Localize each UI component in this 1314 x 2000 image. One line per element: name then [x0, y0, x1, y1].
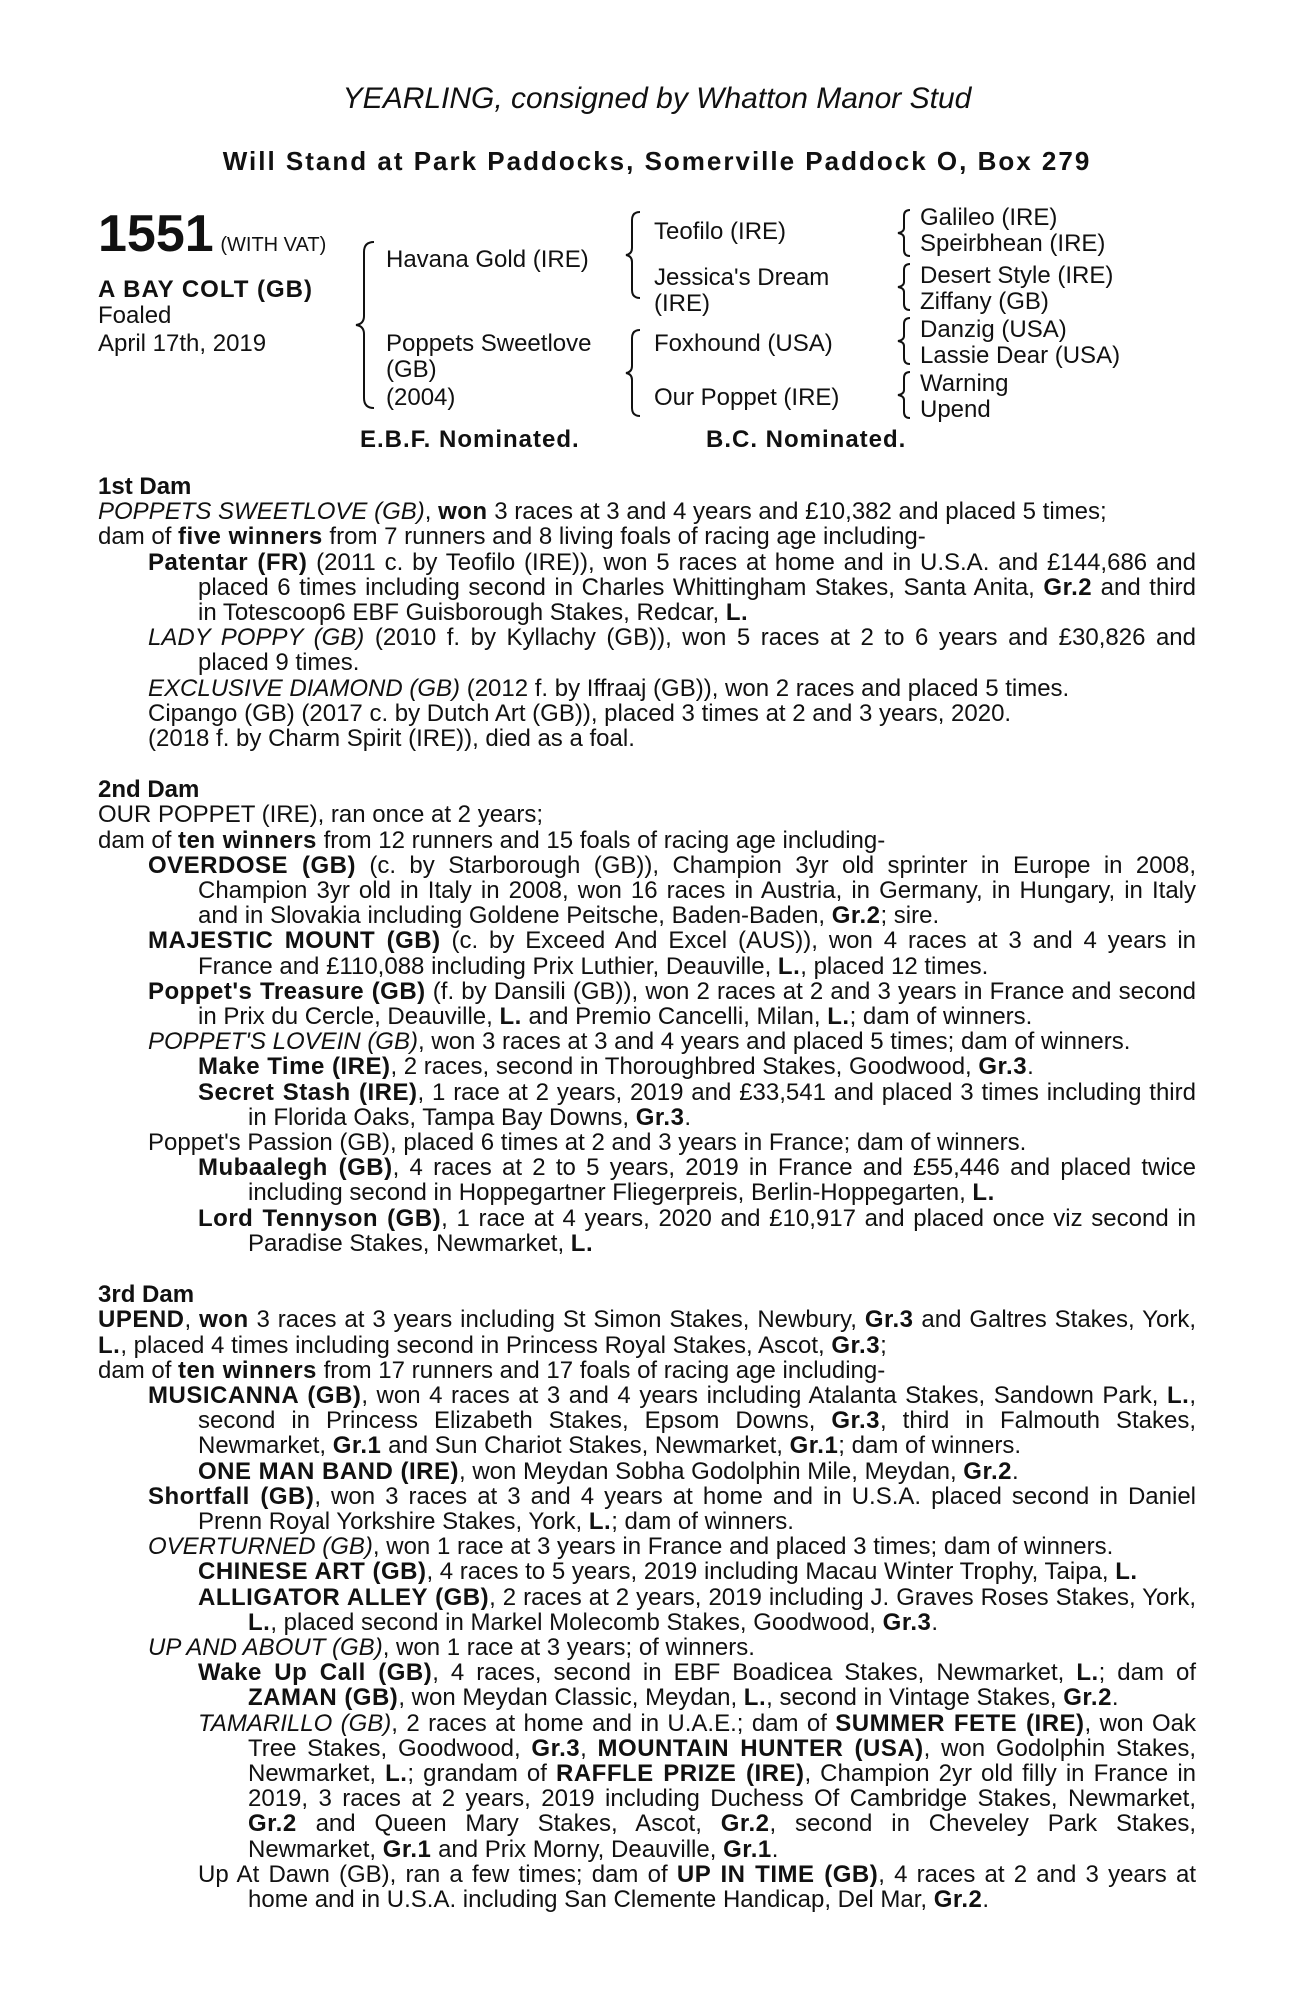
- grandproduce-entry: CHINESE ART (GB), 4 races to 5 years, 2019 including Macau Winter Trophy, Taipa, L.: [198, 1558, 1138, 1586]
- grandproduce-entry: ONE MAN BAND (IRE), won Meydan Sobha Godolphin Mile, Meydan, Gr.2.: [198, 1457, 1019, 1485]
- pedigree-dam-line1: Poppets Sweetlove: [386, 330, 592, 357]
- produce-entry: Poppet's Treasure (GB) (f. by Dansili (GB)), won 2 races at 2 and 3 years in France and second in Prix du Cercle, Deauville, L. and Premio Cancelli, Milan, L.; dam of winners.: [148, 977, 1196, 1031]
- vat-note: (WITH VAT): [220, 234, 327, 256]
- pedigree-sss: Galileo (IRE): [920, 204, 1058, 231]
- stand-location: Will Stand at Park Paddocks, Somerville Paddock O, Box 279: [222, 146, 1092, 176]
- lot-heading: [98, 206, 326, 262]
- grandproduce-entry: Secret Stash (IRE), 1 race at 2 years, 2019 and £33,541 and placed 3 times including third in Florida Oaks, Tampa Bay Downs, Gr.3.: [198, 1078, 1196, 1131]
- produce-entry: OVERTURNED (GB), won 1 race at 3 years in France and placed 3 times; dam of winners.: [148, 1533, 1114, 1561]
- pedigree-sdd: Ziffany (GB): [920, 288, 1049, 315]
- grandproduce-entry: ALLIGATOR ALLEY (GB), 2 races at 2 years, 2019 including J. Graves Roses Stakes, York, L., placed second in Markel Molecomb Stakes, Goodwood, Gr.3.: [198, 1583, 1196, 1636]
- produce-entry: UP AND ABOUT (GB), won 1 race at 3 years; of winners.: [148, 1633, 755, 1661]
- pedigree-details: [98, 474, 1196, 1912]
- produce-entry: EXCLUSIVE DIAMOND (GB) (2012 f. by Iffraaj (GB)), won 2 races and placed 5 times.: [148, 674, 1070, 702]
- grandproduce-entry: Wake Up Call (GB), 4 races, second in EBF Boadicea Stakes, Newmarket, L.; dam of ZAMAN (GB), won Meydan Classic, Meydan, L., second in Vintage Stakes, Gr.2.: [198, 1659, 1196, 1712]
- produce-entry: POPPET'S LOVEIN (GB), won 3 races at 3 and 4 years and placed 5 times; dam of winners.: [148, 1028, 1131, 1056]
- grandproduce-entry: Make Time (IRE), 2 races, second in Thoroughbred Stakes, Goodwood, Gr.3.: [198, 1053, 1034, 1081]
- first-dam-produce-summary: dam of five winners from 7 runners and 8 living foals of racing age including-: [98, 523, 926, 551]
- produce-entry: Poppet's Passion (GB), placed 6 times at 2 and 3 years in France; dam of winners.: [148, 1129, 1027, 1157]
- lot-number: 1551: [98, 205, 214, 263]
- pedigree-dss: Danzig (USA): [920, 316, 1067, 343]
- first-dam-title: 1st Dam: [98, 473, 192, 500]
- produce-entry: (2018 f. by Charm Spirit (IRE)), died as a foal.: [148, 725, 635, 753]
- second-dam-title: 2nd Dam: [98, 776, 200, 804]
- ebf-nominated: E.B.F. Nominated.: [360, 426, 580, 453]
- pedigree-dam-dam: Our Poppet (IRE): [654, 384, 840, 411]
- third-dam-title: 3rd Dam: [98, 1281, 195, 1309]
- produce-entry: MUSICANNA (GB), won 4 races at 3 and 4 years including Atalanta Stakes, Sandown Park, L., second in Princess Elizabeth Stakes, Epsom Downs, Gr.3, third in Falmouth Stakes, Newmarket, Gr.1 and Sun Chariot Stakes, Newmarket, Gr.1; dam of winners.: [148, 1381, 1197, 1460]
- bc-nominated: B.C. Nominated.: [706, 426, 907, 453]
- pedigree-sire: Havana Gold (IRE): [386, 246, 589, 273]
- produce-entry: LADY POPPY (GB) (2010 f. by Kyllachy (GB)), won 5 races at 2 to 6 years and £30,826 and placed 9 times.: [148, 624, 1196, 677]
- second-dam-intro: OUR POPPET (IRE), ran once at 2 years;: [98, 801, 544, 829]
- pedigree-sire-sire: Teofilo (IRE): [654, 218, 787, 245]
- produce-entry: Patentar (FR) (2011 c. by Teofilo (IRE)), won 5 races at home and in U.S.A. and £144,686 and placed 6 times including second in Charles Whittingham Stakes, Santa Anita, Gr.2 and third in Totescoop6 EBF Guisborough Stakes, Redcar, L.: [148, 548, 1196, 627]
- pedigree-ddd: Upend: [920, 396, 991, 423]
- pedigree-brace-main: [354, 240, 378, 410]
- pedigree-ssd: Speirbhean (IRE): [920, 230, 1106, 257]
- foaled-date: April 17th, 2019: [98, 330, 267, 357]
- pedigree-brace-dd: [896, 370, 914, 420]
- foaled-label: Foaled: [98, 302, 172, 329]
- produce-entry: Cipango (GB) (2017 c. by Dutch Art (GB)), placed 3 times at 2 and 3 years, 2020.: [148, 699, 1012, 727]
- produce-entry: MAJESTIC MOUNT (GB) (c. by Exceed And Excel (AUS)), won 4 races at 3 and 4 years in France and £110,088 including Prix Luthier, Deauville, L., placed 12 times.: [148, 927, 1197, 980]
- second-dam-produce-summary: dam of ten winners from 12 runners and 15 foals of racing age including-: [98, 826, 886, 854]
- lot-title: A BAY COLT (GB): [98, 276, 314, 303]
- grandproduce-entry: TAMARILLO (GB), 2 races at home and in U.A.E.; dam of SUMMER FETE (IRE), won Oak Tree Stakes, Goodwood, Gr.3, MOUNTAIN HUNTER (USA), won Godolphin Stakes, Newmarket, L.; grandam of RAFFLE PRIZE (IRE), Champion 2yr old filly in France in 2019, 3 races at 2 years, 2019 including Duchess Of Cambridge Stakes, Newmarket, Gr.2 and Queen Mary Stakes, Ascot, Gr.2, second in Cheveley Park Stakes, Newmarket, Gr.1 and Prix Morny, Deauville, Gr.1.: [198, 1709, 1197, 1863]
- pedigree-brace-sire: [624, 210, 644, 300]
- first-dam-intro: POPPETS SWEETLOVE (GB), won 3 races at 3 and 4 years and £10,382 and placed 5 times;: [98, 498, 1107, 526]
- third-dam-intro: UPEND, won 3 races at 3 years including St Simon Stakes, Newbury, Gr.3 and Galtres Stakes, York, L., placed 4 times including second in Princess Royal Stakes, Ascot, Gr.3;: [98, 1306, 1196, 1359]
- pedigree-dsd: Lassie Dear (USA): [920, 342, 1121, 369]
- pedigree-dam-sire: Foxhound (USA): [654, 330, 833, 357]
- produce-entry: OVERDOSE (GB) (c. by Starborough (GB)), Champion 3yr old sprinter in Europe in 2008, Champion 3yr old in Italy in 2008, won 16 races in Austria, in Germany, in Hungary, in Italy and in Slovakia including Goldene Peitsche, Baden-Baden, Gr.2; sire.: [148, 851, 1196, 930]
- grandproduce-entry: Up At Dawn (GB), ran a few times; dam of UP IN TIME (GB), 4 races at 2 and 3 years at home and in U.S.A. including San Clemente Handicap, Del Mar, Gr.2.: [198, 1860, 1196, 1913]
- pedigree-brace-ss: [896, 208, 914, 258]
- pedigree-sds: Desert Style (IRE): [920, 262, 1114, 289]
- pedigree-dds: Warning: [920, 370, 1009, 397]
- grandproduce-entry: Lord Tennyson (GB), 1 race at 4 years, 2020 and £10,917 and placed once viz second in Paradise Stakes, Newmarket, L.: [198, 1204, 1196, 1257]
- pedigree-brace-sd: [896, 262, 914, 312]
- pedigree-brace-ds: [896, 316, 914, 366]
- pedigree-dam-line3: (2004): [386, 384, 456, 411]
- pedigree-brace-dam: [624, 328, 644, 418]
- pedigree-dam-line2: (GB): [386, 356, 437, 383]
- pedigree-sire-dam-line2: (IRE): [654, 290, 710, 317]
- third-dam-produce-summary: dam of ten winners from 17 runners and 17 foals of racing age including-: [98, 1356, 886, 1384]
- consignor-line: YEARLING, consigned by Whatton Manor Stud: [342, 82, 972, 115]
- grandproduce-entry: Mubaalegh (GB), 4 races at 2 to 5 years, 2019 in France and £55,446 and placed twice including second in Hoppegartner Fliegerpreis, Berlin-Hoppegarten, L.: [198, 1154, 1197, 1207]
- pedigree-sire-dam-line1: Jessica's Dream: [654, 264, 830, 291]
- produce-entry: Shortfall (GB), won 3 races at 3 and 4 years at home and in U.S.A. placed second in Daniel Prenn Royal Yorkshire Stakes, York, L.; dam of winners.: [148, 1482, 1196, 1535]
